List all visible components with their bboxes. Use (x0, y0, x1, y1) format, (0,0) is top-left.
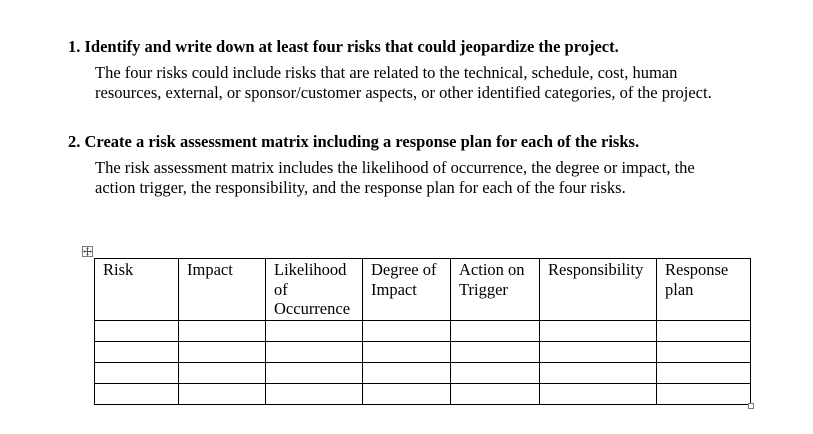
risk-assessment-table[interactable] (94, 258, 751, 405)
section-1-body-line: The four risks could include risks that are related to the technical, schedule, cost, human (95, 63, 678, 82)
table-cell[interactable] (657, 321, 751, 342)
table-cell[interactable] (266, 384, 363, 405)
table-cell[interactable] (657, 342, 751, 363)
table-cell[interactable] (451, 384, 540, 405)
header-impact[interactable]: Impact (179, 259, 266, 321)
table-cell[interactable] (363, 321, 451, 342)
section-1-heading: 1. Identify and write down at least four risks that could jeopardize the project. (68, 37, 619, 56)
table-cell[interactable] (540, 384, 657, 405)
table-move-handle-icon[interactable] (82, 246, 93, 257)
header-action-on-trigger[interactable]: Action on Trigger (451, 259, 540, 321)
section-2-body-line: The risk assessment matrix includes the likelihood of occurrence, the degree or impact, the (95, 158, 695, 177)
header-degree-of-impact[interactable]: Degree of Impact (363, 259, 451, 321)
table-row (95, 321, 751, 342)
section-2-body (95, 158, 788, 197)
section-1 (68, 37, 788, 102)
section-2-body-line: action trigger, the responsibility, and the response plan for each of the four risks. (95, 177, 626, 197)
table-resize-handle-icon[interactable] (748, 403, 754, 409)
table-cell[interactable] (363, 384, 451, 405)
table-cell[interactable] (540, 363, 657, 384)
table-cell[interactable] (540, 321, 657, 342)
section-1-body-line: resources, external, or sponsor/customer aspects, or other identified categories, of the project. (95, 82, 712, 102)
table-cell[interactable] (95, 342, 179, 363)
header-likelihood[interactable]: Likelihood of Occurrence (266, 259, 363, 321)
table-cell[interactable] (540, 342, 657, 363)
section-2-heading: 2. Create a risk assessment matrix including a response plan for each of the risks. (68, 132, 640, 151)
header-response-plan[interactable]: Response plan (657, 259, 751, 321)
table-cell[interactable] (451, 321, 540, 342)
header-risk[interactable]: Risk (95, 259, 179, 321)
section-1-body (95, 63, 788, 102)
table-cell[interactable] (363, 363, 451, 384)
table-cell[interactable] (179, 384, 266, 405)
table-cell[interactable] (266, 342, 363, 363)
table-cell[interactable] (95, 321, 179, 342)
table-cell[interactable] (657, 363, 751, 384)
table-cell[interactable] (266, 363, 363, 384)
table-cell[interactable] (657, 384, 751, 405)
table-cell[interactable] (95, 363, 179, 384)
header-responsibility[interactable]: Responsibility (540, 259, 657, 321)
table-cell[interactable] (451, 363, 540, 384)
table-row (95, 342, 751, 363)
table-cell[interactable] (451, 342, 540, 363)
table-cell[interactable] (179, 321, 266, 342)
table-cell[interactable] (95, 384, 179, 405)
table-cell[interactable] (266, 321, 363, 342)
table-cell[interactable] (179, 342, 266, 363)
table-cell[interactable] (179, 363, 266, 384)
table-row (95, 384, 751, 405)
section-2 (68, 132, 788, 197)
table-row (95, 363, 751, 384)
table-header-row (95, 259, 751, 321)
table-cell[interactable] (363, 342, 451, 363)
